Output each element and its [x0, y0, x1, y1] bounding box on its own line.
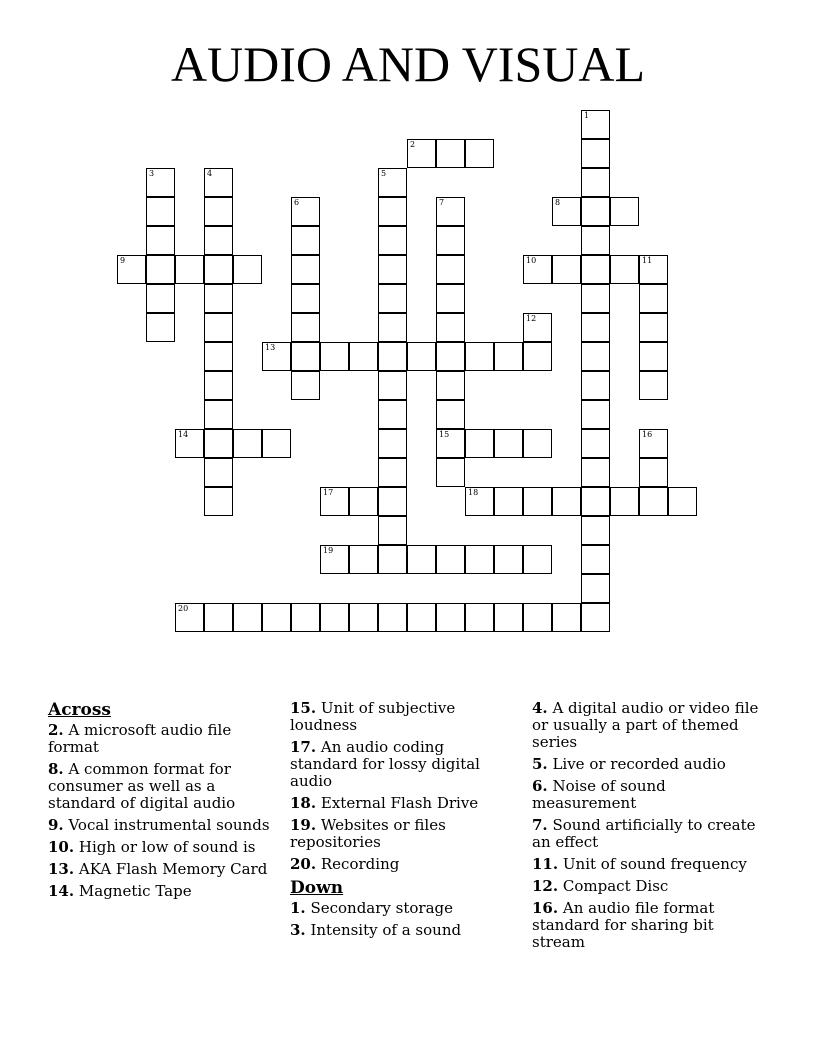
grid-cell[interactable]	[378, 545, 407, 574]
grid-cell[interactable]	[436, 342, 465, 371]
clue-item	[290, 700, 515, 734]
grid-cell[interactable]	[349, 603, 378, 632]
grid-cell[interactable]	[639, 371, 668, 400]
clue-text: Unit of sound frequency	[562, 855, 747, 873]
grid-cell[interactable]	[581, 284, 610, 313]
grid-cell[interactable]	[639, 313, 668, 342]
cell-number: 1	[584, 111, 590, 120]
grid-cell[interactable]	[581, 603, 610, 632]
grid-cell[interactable]	[146, 255, 175, 284]
grid-cell[interactable]	[639, 284, 668, 313]
clue-text: Magnetic Tape	[78, 882, 192, 900]
grid-cell[interactable]	[204, 371, 233, 400]
grid-cell[interactable]	[407, 342, 436, 371]
clue-number: 13.	[48, 860, 75, 878]
grid-cell[interactable]	[436, 226, 465, 255]
grid-cell[interactable]	[349, 487, 378, 516]
grid-cell[interactable]	[494, 603, 523, 632]
cell-number: 5	[381, 169, 387, 178]
grid-cell[interactable]	[523, 255, 552, 284]
clue-number: 8.	[48, 760, 64, 778]
clue-item	[532, 856, 762, 873]
grid-cell[interactable]	[581, 255, 610, 284]
grid-cell[interactable]	[175, 255, 204, 284]
grid-cell[interactable]	[378, 284, 407, 313]
grid-cell[interactable]	[465, 487, 494, 516]
grid-cell[interactable]	[378, 226, 407, 255]
grid-cell[interactable]	[291, 197, 320, 226]
grid-cell[interactable]	[610, 487, 639, 516]
grid-cell[interactable]	[146, 313, 175, 342]
grid-cell[interactable]	[291, 226, 320, 255]
grid-cell[interactable]	[581, 487, 610, 516]
grid-cell[interactable]	[610, 255, 639, 284]
grid-cell[interactable]	[204, 603, 233, 632]
grid-cell[interactable]	[436, 371, 465, 400]
grid-cell[interactable]	[436, 429, 465, 458]
down-heading: Down	[290, 878, 344, 898]
clue-item	[48, 817, 273, 834]
grid-cell[interactable]	[320, 603, 349, 632]
clue-text: A digital audio or video file or usually a part of themed series	[532, 699, 759, 751]
clue-text: Sound artificially to create an effect	[532, 816, 756, 851]
clue-text: Vocal instrumental sounds	[68, 816, 270, 834]
clue-item	[48, 722, 273, 756]
grid-cell[interactable]	[610, 197, 639, 226]
clue-number: 7.	[532, 816, 548, 834]
clue-item	[532, 900, 762, 951]
grid-cell[interactable]	[639, 429, 668, 458]
puzzle-title: AUDIO AND VISUAL	[170, 36, 646, 92]
grid-cell[interactable]	[378, 458, 407, 487]
grid-cell[interactable]	[465, 429, 494, 458]
clue-text: Secondary storage	[310, 899, 454, 917]
grid-cell[interactable]	[436, 545, 465, 574]
grid-cell[interactable]	[523, 603, 552, 632]
grid-cell[interactable]	[523, 429, 552, 458]
grid-cell[interactable]	[204, 255, 233, 284]
grid-cell[interactable]	[407, 603, 436, 632]
grid-cell[interactable]	[523, 545, 552, 574]
grid-cell[interactable]	[378, 487, 407, 516]
grid-cell[interactable]	[465, 545, 494, 574]
cell-number: 9	[120, 256, 126, 265]
clue-text: AKA Flash Memory Card	[78, 860, 268, 878]
grid-cell[interactable]	[291, 342, 320, 371]
grid-cell[interactable]	[378, 400, 407, 429]
clue-text: Live or recorded audio	[552, 755, 726, 773]
grid-cell[interactable]	[378, 197, 407, 226]
grid-cell[interactable]	[233, 603, 262, 632]
grid-cell[interactable]	[407, 139, 436, 168]
cell-number: 3	[149, 169, 155, 178]
grid-cell[interactable]	[146, 226, 175, 255]
grid-cell[interactable]	[465, 342, 494, 371]
clue-number: 6.	[532, 777, 548, 795]
clue-item	[532, 817, 762, 851]
clues-column-1	[48, 700, 273, 905]
grid-cell[interactable]	[436, 313, 465, 342]
grid-cell[interactable]	[523, 313, 552, 342]
grid-cell[interactable]	[436, 603, 465, 632]
grid-cell[interactable]	[233, 429, 262, 458]
grid-cell[interactable]	[581, 429, 610, 458]
grid-cell[interactable]	[378, 516, 407, 545]
grid-cell[interactable]	[262, 603, 291, 632]
cell-number: 10	[526, 256, 537, 265]
grid-cell[interactable]	[320, 342, 349, 371]
clue-text: Compact Disc	[562, 877, 669, 895]
grid-cell[interactable]	[581, 400, 610, 429]
grid-cell[interactable]	[436, 255, 465, 284]
grid-cell[interactable]	[146, 168, 175, 197]
clue-item	[290, 739, 515, 790]
grid-cell[interactable]	[378, 603, 407, 632]
grid-cell[interactable]	[436, 400, 465, 429]
clue-item	[290, 900, 515, 917]
grid-cell[interactable]	[523, 487, 552, 516]
clue-text: High or low of sound is	[78, 838, 256, 856]
clue-text: Intensity of a sound	[310, 921, 462, 939]
grid-cell[interactable]	[494, 342, 523, 371]
clue-number: 1.	[290, 899, 306, 917]
grid-cell[interactable]	[552, 255, 581, 284]
cell-number: 7	[439, 198, 445, 207]
clue-number: 19.	[290, 816, 317, 834]
grid-cell[interactable]	[204, 284, 233, 313]
clue-item	[290, 856, 515, 873]
clue-text: Recording	[320, 855, 400, 873]
clue-number: 12.	[532, 877, 559, 895]
clue-item	[48, 883, 273, 900]
grid-cell[interactable]	[436, 197, 465, 226]
grid-cell[interactable]	[233, 255, 262, 284]
clue-item	[532, 700, 762, 751]
grid-cell[interactable]	[349, 342, 378, 371]
grid-cell[interactable]	[175, 429, 204, 458]
grid-cell[interactable]	[146, 197, 175, 226]
clue-number: 14.	[48, 882, 75, 900]
grid-cell[interactable]	[204, 400, 233, 429]
grid-cell[interactable]	[378, 255, 407, 284]
grid-cell[interactable]	[320, 487, 349, 516]
grid-cell[interactable]	[291, 284, 320, 313]
grid-cell[interactable]	[262, 342, 291, 371]
clue-item	[290, 817, 515, 851]
grid-cell[interactable]	[407, 545, 436, 574]
clue-text: An audio coding standard for lossy digital audio	[290, 738, 480, 790]
clue-number: 18.	[290, 794, 317, 812]
grid-cell[interactable]	[581, 458, 610, 487]
clue-number: 10.	[48, 838, 75, 856]
clue-number: 2.	[48, 721, 64, 739]
grid-cell[interactable]	[378, 371, 407, 400]
clue-text: Noise of sound measurement	[532, 777, 666, 812]
grid-cell[interactable]	[146, 284, 175, 313]
grid-cell[interactable]	[204, 429, 233, 458]
grid-cell[interactable]	[552, 487, 581, 516]
grid-cell[interactable]	[581, 168, 610, 197]
grid-cell[interactable]	[581, 342, 610, 371]
clue-number: 9.	[48, 816, 64, 834]
clue-number: 17.	[290, 738, 317, 756]
clue-text: A common format for consumer as well as a standard of digital audio	[48, 760, 236, 812]
clue-item	[532, 878, 762, 895]
clue-number: 11.	[532, 855, 559, 873]
clue-text: Websites or files repositories	[290, 816, 446, 851]
grid-cell[interactable]	[204, 197, 233, 226]
grid-cell[interactable]	[494, 487, 523, 516]
cell-number: 12	[526, 314, 537, 323]
clue-text: Unit of subjective loudness	[290, 699, 456, 734]
grid-cell[interactable]	[291, 371, 320, 400]
grid-cell[interactable]	[639, 458, 668, 487]
clue-item	[290, 922, 515, 939]
grid-cell[interactable]	[204, 342, 233, 371]
clue-item	[48, 761, 273, 812]
grid-cell[interactable]	[378, 429, 407, 458]
grid-cell[interactable]	[465, 603, 494, 632]
clue-item	[48, 861, 273, 878]
grid-cell[interactable]	[465, 139, 494, 168]
grid-cell[interactable]	[378, 313, 407, 342]
clue-number: 5.	[532, 755, 548, 773]
clues-column-2	[290, 700, 515, 944]
grid-cell[interactable]	[204, 168, 233, 197]
clue-text: A microsoft audio file format	[48, 721, 232, 756]
grid-cell[interactable]	[581, 197, 610, 226]
clue-text: An audio file format standard for sharing bit stream	[532, 899, 715, 951]
grid-cell[interactable]	[204, 226, 233, 255]
grid-cell[interactable]	[291, 603, 320, 632]
clue-text: External Flash Drive	[320, 794, 479, 812]
grid-cell[interactable]	[436, 284, 465, 313]
grid-cell[interactable]	[117, 255, 146, 284]
grid-cell[interactable]	[204, 487, 233, 516]
grid-cell[interactable]	[436, 458, 465, 487]
grid-cell[interactable]	[581, 313, 610, 342]
grid-cell[interactable]	[552, 197, 581, 226]
grid-cell[interactable]	[204, 458, 233, 487]
grid-cell[interactable]	[291, 255, 320, 284]
grid-cell[interactable]	[581, 226, 610, 255]
grid-cell[interactable]	[552, 603, 581, 632]
grid-cell[interactable]	[175, 603, 204, 632]
grid-cell[interactable]	[581, 545, 610, 574]
grid-cell[interactable]	[581, 516, 610, 545]
grid-cell[interactable]	[349, 545, 378, 574]
cell-number: 14	[178, 430, 189, 439]
grid-cell[interactable]	[581, 110, 610, 139]
grid-cell[interactable]	[436, 139, 465, 168]
clue-number: 15.	[290, 699, 317, 717]
cell-number: 19	[323, 546, 334, 555]
grid-cell[interactable]	[639, 342, 668, 371]
grid-cell[interactable]	[204, 313, 233, 342]
grid-cell[interactable]	[639, 255, 668, 284]
clue-number: 3.	[290, 921, 306, 939]
clue-item	[48, 839, 273, 856]
cell-number: 13	[265, 343, 276, 352]
cell-number: 4	[207, 169, 213, 178]
clue-number: 20.	[290, 855, 317, 873]
clue-item	[532, 756, 762, 773]
grid-cell[interactable]	[378, 168, 407, 197]
grid-cell[interactable]	[320, 545, 349, 574]
grid-cell[interactable]	[581, 371, 610, 400]
grid-cell[interactable]	[581, 574, 610, 603]
cell-number: 20	[178, 604, 189, 613]
cell-number: 11	[642, 256, 653, 265]
grid-cell[interactable]	[262, 429, 291, 458]
cell-number: 2	[410, 140, 416, 149]
grid-cell[interactable]	[523, 342, 552, 371]
across-heading: Across	[48, 700, 111, 720]
grid-cell[interactable]	[581, 139, 610, 168]
clue-item	[290, 795, 515, 812]
grid-cell[interactable]	[494, 429, 523, 458]
grid-cell[interactable]	[291, 313, 320, 342]
clue-number: 4.	[532, 699, 548, 717]
cell-number: 16	[642, 430, 653, 439]
grid-cell[interactable]	[494, 545, 523, 574]
cell-number: 6	[294, 198, 300, 207]
cell-number: 8	[555, 198, 561, 207]
cell-number: 18	[468, 488, 479, 497]
cell-number: 17	[323, 488, 334, 497]
grid-cell[interactable]	[639, 487, 668, 516]
clue-item	[532, 778, 762, 812]
clue-number: 16.	[532, 899, 559, 917]
grid-cell[interactable]	[378, 342, 407, 371]
cell-number: 15	[439, 430, 450, 439]
clues-column-3	[532, 700, 762, 956]
grid-cell[interactable]	[668, 487, 697, 516]
